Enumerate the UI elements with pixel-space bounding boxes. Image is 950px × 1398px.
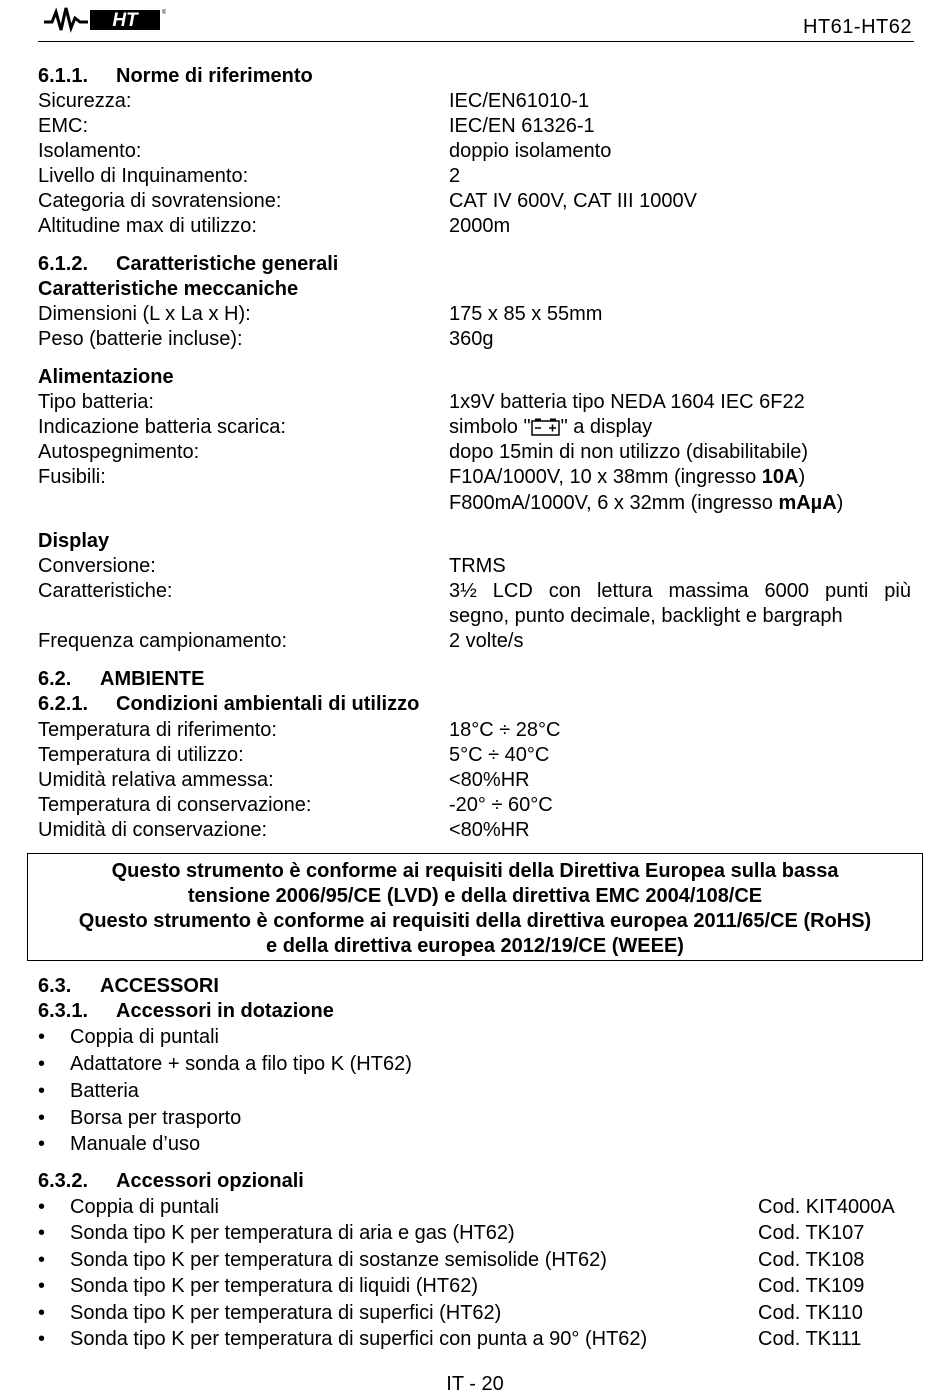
caratteristiche-label: Caratteristiche: — [38, 580, 173, 602]
section-6-2-heading: 6.2. AMBIENTE — [38, 668, 205, 690]
display-heading: Display — [38, 530, 110, 552]
ambiente-value: <80%HR — [449, 769, 530, 791]
section-6-1-2-heading: 6.1.2. Caratteristiche generali — [38, 253, 339, 275]
ambiente-label: Temperatura di utilizzo: — [38, 744, 244, 766]
fusibile-10a-value: F10A/1000V, 10 x 38mm (ingresso 10A) — [449, 466, 806, 488]
accessory-code: Cod. TK111 — [758, 1328, 862, 1350]
meccaniche-value: 360g — [449, 328, 494, 350]
norme-value: IEC/EN61010-1 — [449, 90, 590, 112]
page-number: IT - 20 — [446, 1373, 504, 1395]
accessory-code: Cod. TK109 — [758, 1275, 865, 1297]
meccaniche-value: 175 x 85 x 55mm — [449, 303, 603, 325]
section-6-3-2-heading: 6.3.2. Accessori opzionali — [38, 1170, 304, 1192]
caratteristiche-value-line2: segno, punto decimale, backlight e bargraph — [449, 605, 843, 627]
low-battery-icon — [531, 418, 561, 436]
meccaniche-label: Peso (batterie incluse): — [38, 328, 243, 350]
accessory-code: Cod. TK107 — [758, 1222, 865, 1244]
section-6-3-heading: 6.3. ACCESSORI — [38, 975, 219, 997]
norme-value: 2000m — [449, 215, 511, 237]
autospegnimento-value: dopo 15min di non utilizzo (disabilitabile) — [449, 441, 809, 463]
indicazione-batteria-label: Indicazione batteria scarica: — [38, 416, 286, 438]
norme-label: Altitudine max di utilizzo: — [38, 215, 257, 237]
accessory-code: Cod. TK110 — [758, 1302, 863, 1324]
svg-text:HT: HT — [112, 10, 138, 31]
model-name: HT61-HT62 — [803, 16, 912, 38]
norme-value: doppio isolamento — [449, 140, 612, 162]
notice-line: e della direttiva europea 2012/19/CE (WEEE) — [266, 935, 684, 957]
caratteristiche-value-line1: 3½ LCD con lettura massima 6000 punti più — [449, 580, 911, 602]
accessory-code: Cod. KIT4000A — [758, 1196, 895, 1218]
norme-value: IEC/EN 61326-1 — [449, 115, 595, 137]
fusibile-ma-value: F800mA/1000V, 6 x 32mm (ingresso mAµA) — [449, 492, 844, 514]
norme-label: Isolamento: — [38, 140, 142, 162]
ambiente-value: <80%HR — [449, 819, 530, 841]
frequenza-label: Frequenza campionamento: — [38, 630, 288, 652]
norme-value: CAT IV 600V, CAT III 1000V — [449, 190, 697, 212]
conversione-value: TRMS — [449, 555, 506, 577]
conversione-label: Conversione: — [38, 555, 156, 577]
ambiente-label: Umidità di conservazione: — [38, 819, 267, 841]
alimentazione-heading: Alimentazione — [38, 366, 174, 388]
ambiente-value: -20° ÷ 60°C — [449, 794, 553, 816]
ambiente-label: Umidità relativa ammessa: — [38, 769, 274, 791]
section-6-1-1-heading: 6.1.1. Norme di riferimento — [38, 65, 313, 87]
ambiente-value: 18°C ÷ 28°C — [449, 719, 561, 741]
tipo-batteria-label: Tipo batteria: — [38, 391, 154, 413]
svg-text:®: ® — [162, 10, 166, 16]
notice-line: Questo strumento è conforme ai requisiti della Direttiva Europea sulla bassa — [111, 860, 839, 882]
section-6-2-1-heading: 6.2.1. Condizioni ambientali di utilizzo — [38, 693, 420, 715]
notice-line: tensione 2006/95/CE (LVD) e della direttiva EMC 2004/108/CE — [187, 885, 763, 907]
meccaniche-heading: Caratteristiche meccaniche — [38, 278, 299, 300]
ambiente-label: Temperatura di riferimento: — [38, 719, 277, 741]
norme-label: Sicurezza: — [38, 90, 132, 112]
frequenza-value: 2 volte/s — [449, 630, 524, 652]
norme-label: Livello di Inquinamento: — [38, 165, 249, 187]
conformity-notice-box — [27, 853, 923, 961]
fusibili-label: Fusibili: — [38, 466, 106, 488]
accessory-code: Cod. TK108 — [758, 1249, 865, 1271]
section-6-3-1-heading: 6.3.1. Accessori in dotazione — [38, 1000, 334, 1022]
notice-line: Questo strumento è conforme ai requisiti della direttiva europea 2011/65/CE (RoHS) — [78, 910, 872, 932]
ambiente-value: 5°C ÷ 40°C — [449, 744, 550, 766]
page-header — [38, 0, 914, 42]
norme-label: Categoria di sovratensione: — [38, 190, 282, 212]
autospegnimento-label: Autospegnimento: — [38, 441, 200, 463]
norme-value: 2 — [449, 165, 461, 187]
tipo-batteria-value: 1x9V batteria tipo NEDA 1604 IEC 6F22 — [449, 391, 805, 413]
meccaniche-label: Dimensioni (L x La x H): — [38, 303, 251, 325]
ambiente-label: Temperatura di conservazione: — [38, 794, 312, 816]
ht-logo-icon — [42, 6, 166, 34]
norme-label: EMC: — [38, 115, 88, 137]
indicazione-batteria-value: simbolo " " a display — [449, 416, 653, 438]
